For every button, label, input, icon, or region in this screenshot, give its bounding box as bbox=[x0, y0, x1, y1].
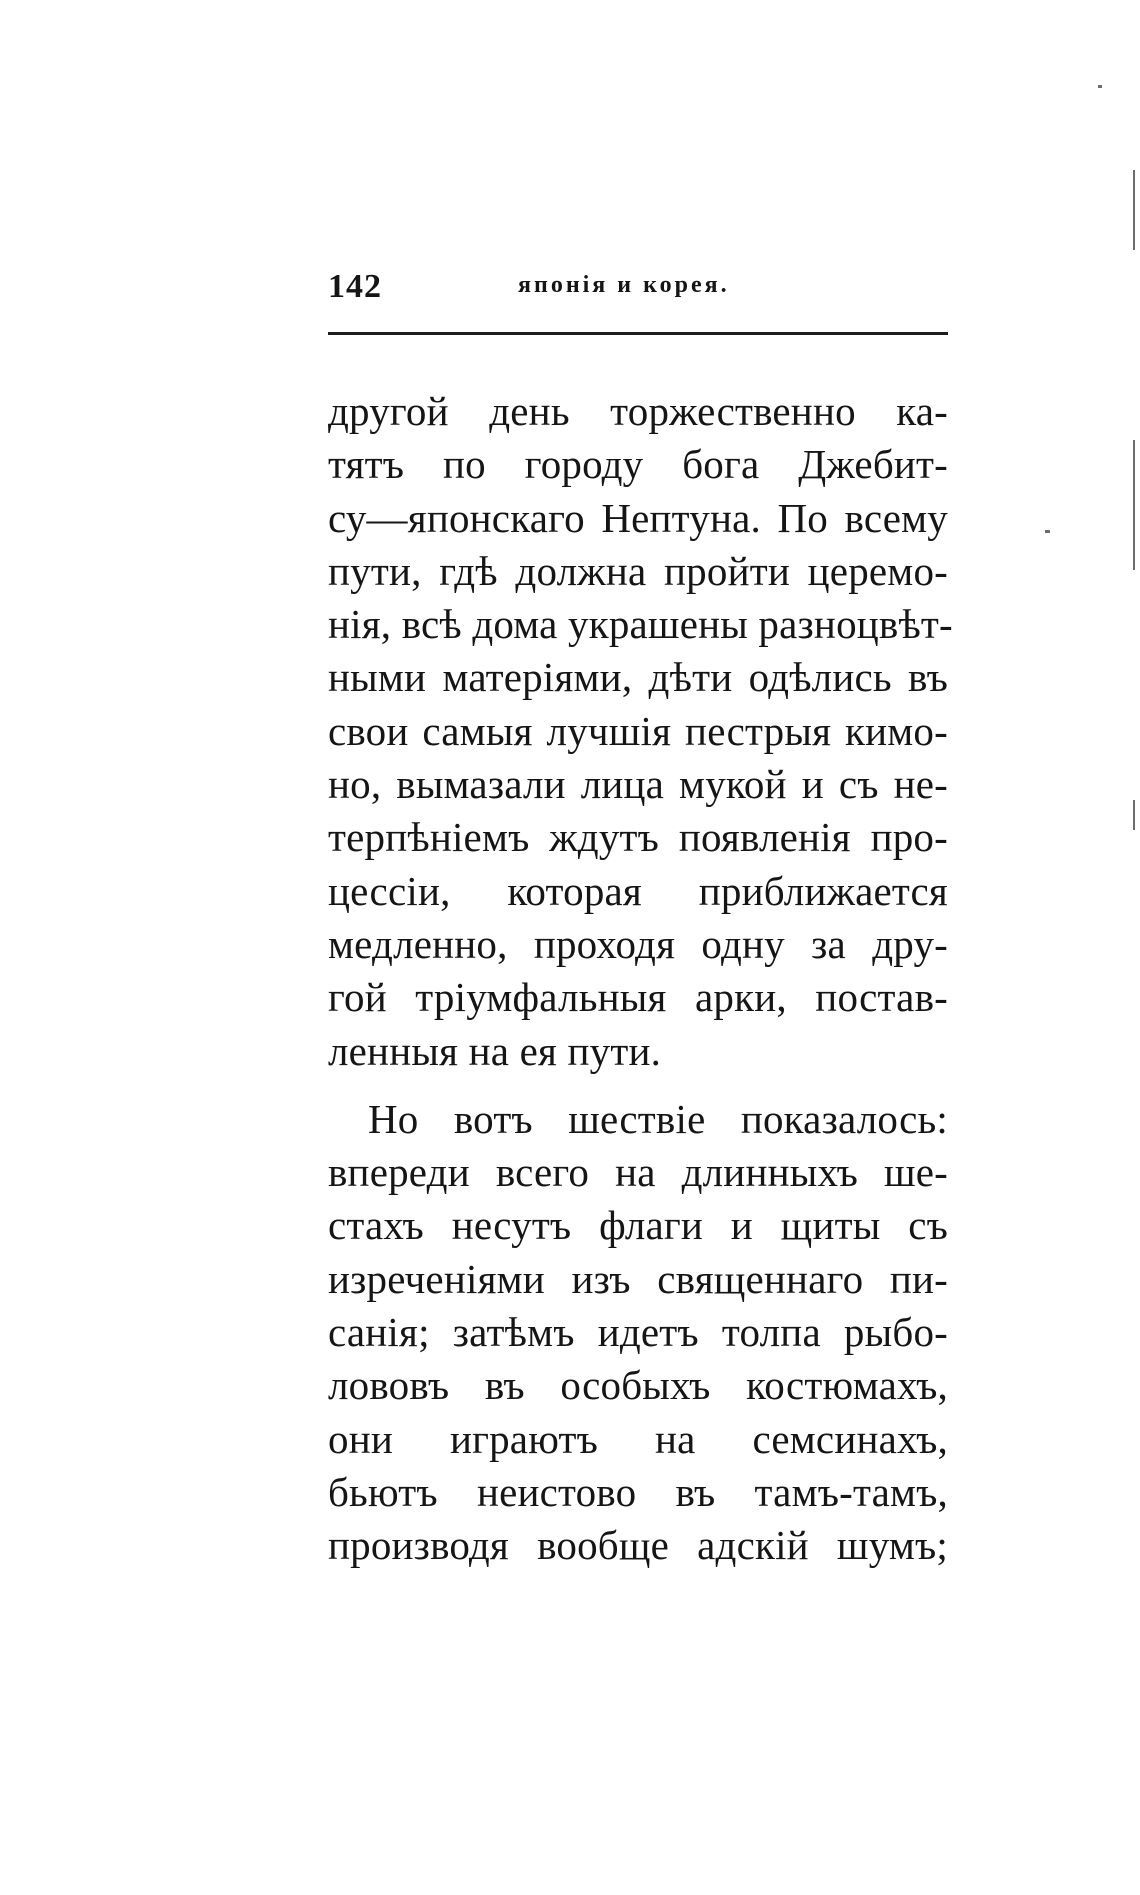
text-line: свои самыя лучшія пестрыя кимо- bbox=[328, 707, 948, 754]
scan-artifact bbox=[1133, 800, 1135, 830]
text-line: производя вообще адскій шумъ; bbox=[328, 1522, 948, 1569]
text-line: но, вымазали лица мукой и съ не- bbox=[328, 761, 948, 808]
text-line: стахъ несутъ флаги и щиты съ bbox=[328, 1202, 948, 1249]
text-line: они играютъ на семсинахъ, bbox=[328, 1415, 948, 1462]
text-line: нія, всѣ дома украшены разноцвѣт- bbox=[328, 601, 953, 648]
text-line: впереди всего на длинныхъ ше- bbox=[328, 1149, 948, 1196]
scan-artifact bbox=[1098, 85, 1102, 88]
scan-artifact bbox=[1133, 440, 1135, 570]
text-line: су—японскаго Нептуна. По всему bbox=[328, 494, 948, 541]
text-line: Но вотъ шествіе показалось: bbox=[368, 1095, 948, 1142]
body-text bbox=[328, 385, 953, 1573]
paragraph-2 bbox=[328, 1093, 948, 1573]
page-header bbox=[328, 268, 948, 318]
text-line: тятъ по городу бога Джебит- bbox=[328, 441, 948, 488]
text-line: терпѣніемъ ждутъ появленія про- bbox=[328, 814, 948, 861]
text-line: лововъ въ особыхъ костюмахъ, bbox=[328, 1362, 948, 1409]
page-number: 142 bbox=[328, 268, 382, 305]
text-line: пути, гдѣ должна пройти церемо- bbox=[328, 547, 948, 594]
text-line: медленно, проходя одну за дру- bbox=[328, 920, 948, 967]
text-line: изреченіями изъ священнаго пи- bbox=[328, 1255, 948, 1302]
text-line: гой тріумфальныя арки, постав- bbox=[328, 974, 948, 1021]
scan-artifact bbox=[1045, 530, 1050, 533]
text-line: бьютъ неистово въ тамъ-тамъ, bbox=[328, 1468, 948, 1515]
header-rule bbox=[328, 332, 948, 335]
text-line: другой день торжественно ка- bbox=[328, 388, 948, 434]
text-line: ленныя на ея пути. bbox=[328, 1027, 662, 1074]
scan-artifact bbox=[1133, 170, 1135, 250]
paragraph-1 bbox=[328, 385, 953, 1078]
running-title: японія и корея. bbox=[518, 272, 730, 298]
text-line: ными матеріями, дѣти одѣлись въ bbox=[328, 654, 948, 701]
text-line: цессіи, которая приближается bbox=[328, 867, 948, 914]
text-line: санія; затѣмъ идетъ толпа рыбо- bbox=[328, 1309, 948, 1356]
paragraph-gap bbox=[328, 1078, 948, 1093]
